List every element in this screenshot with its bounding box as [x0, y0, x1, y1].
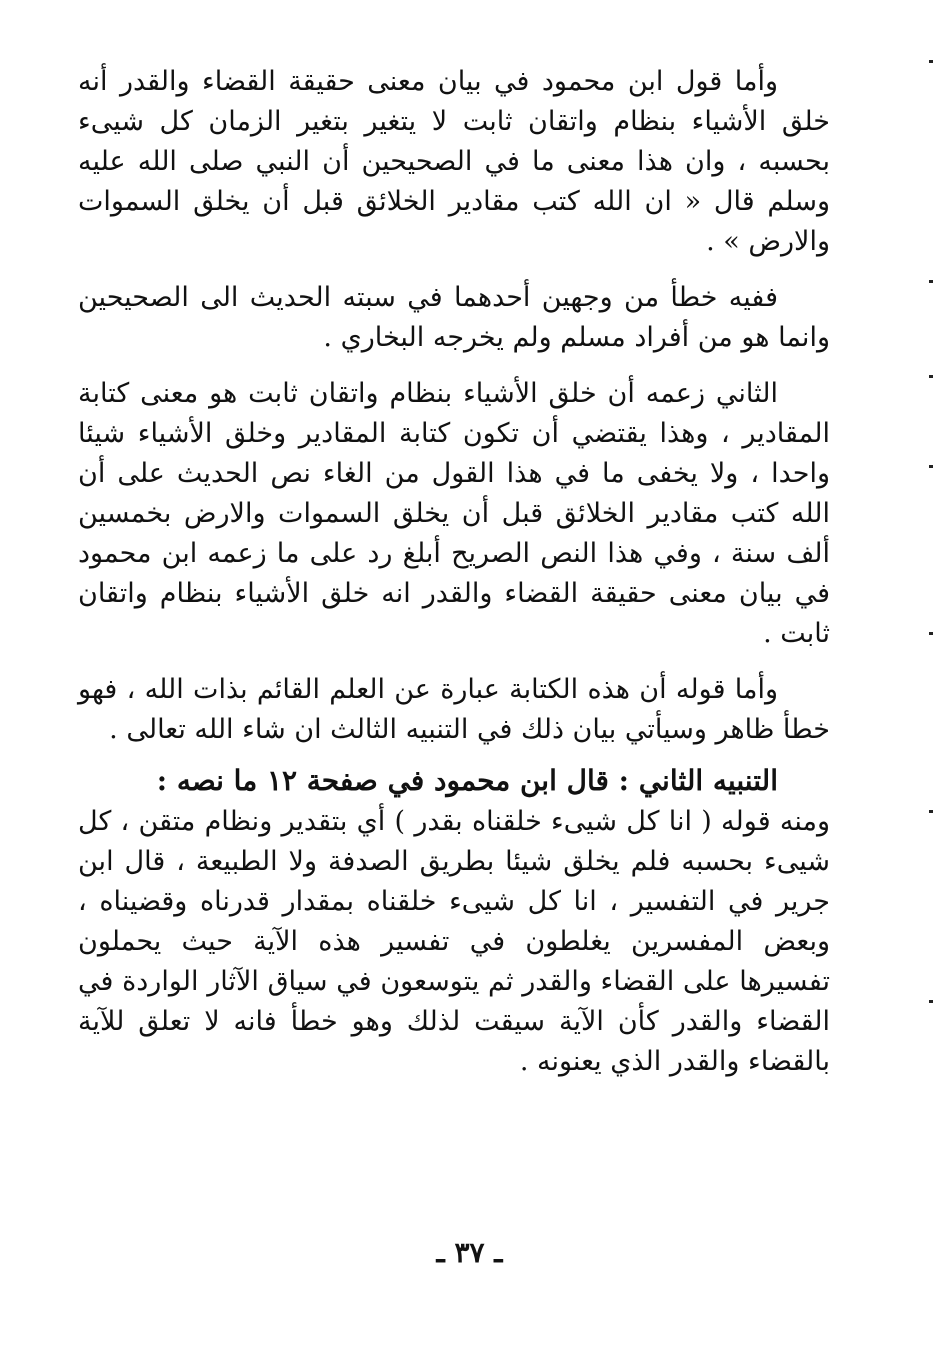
section-heading: التنبيه الثاني : قال ابن محمود في صفحة ١٢ ما نصه : — [156, 764, 778, 797]
paragraph-4: وأما قوله أن هذه الكتابة عبارة عن العلم القائم بذات الله ، فهو خطأ ظاهر وسيأتي بيان ذلك في التنبيه الثالث ان شاء الله تعالى . — [78, 674, 830, 745]
scan-edge-mark — [929, 1000, 933, 1003]
scan-edge-mark — [929, 375, 933, 378]
spacer — [78, 262, 830, 278]
paragraph-2: ففيه خطأ من وجهين أحدهما في سبته الحديث الى الصحيحين وانما هو من أفراد مسلم ولم يخرجه البخاري . — [78, 282, 830, 353]
paragraph-1: وأما قول ابن محمود في بيان معنى حقيقة القضاء والقدر أنه خلق الأشياء بنظام واتقان ثابت لا يتغير بتغير الزمان كل شيىء بحسبه ، وان هذا معنى ما في الصحيحين أن النبي صلى الله عليه وسلم قال « ان الله كتب مقادير الخلائق قبل أن يخلق السموات والارض » . — [78, 66, 830, 257]
paragraph-3: الثاني زعمه أن خلق الأشياء بنظام واتقان ثابت هو معنى كتابة المقادير ، وهذا يقتضي أن تكون كتابة المقادير وخلق الأشياء شيئا واحدا ، ولا يخفى ما في هذا القول من الغاء نص الحديث على أن الله كتب مقادير الخلائق قبل أن يخلق السموات والارض بخمسين ألف سنة ، وفي هذا النص الصريح أبلغ رد على ما زعمه ابن محمود في بيان معنى حقيقة القضاء والقدر انه خلق الأشياء بنظام واتقان ثابت . — [78, 378, 830, 649]
page-body — [78, 62, 830, 1282]
scan-edge-mark — [929, 810, 933, 813]
paragraph-5: ومنه قوله ( انا كل شيىء خلقناه بقدر ) أي بتقدير ونظام متقن ، كل شيىء بحسبه فلم يخلق شيئا بطريق الصدفة ولا الطبيعة ، قال ابن جرير في التفسير ، انا كل شيىء خلقناه بمقدار قدرناه وقضيناه ، وبعض المفسرين يغلطون في تفسير هذه الآية حيث يحملون تفسيرها على القضاء والقدر ثم يتوسعون في سياق الآثار الواردة في القضاء والقدر كأن الآية سيقت لذلك وهو خطأ فانه لا تعلق للآية بالقضاء والقدر الذي يعنونه . — [78, 806, 830, 1077]
scan-edge-mark — [929, 465, 933, 468]
scan-edge-mark — [929, 632, 933, 635]
spacer — [78, 358, 830, 374]
spacer — [78, 654, 830, 670]
spacer — [78, 750, 830, 760]
scan-edge-mark — [929, 280, 933, 283]
scan-edge-mark — [929, 60, 933, 63]
page-number: ـ ٣٧ ـ — [436, 1236, 503, 1269]
